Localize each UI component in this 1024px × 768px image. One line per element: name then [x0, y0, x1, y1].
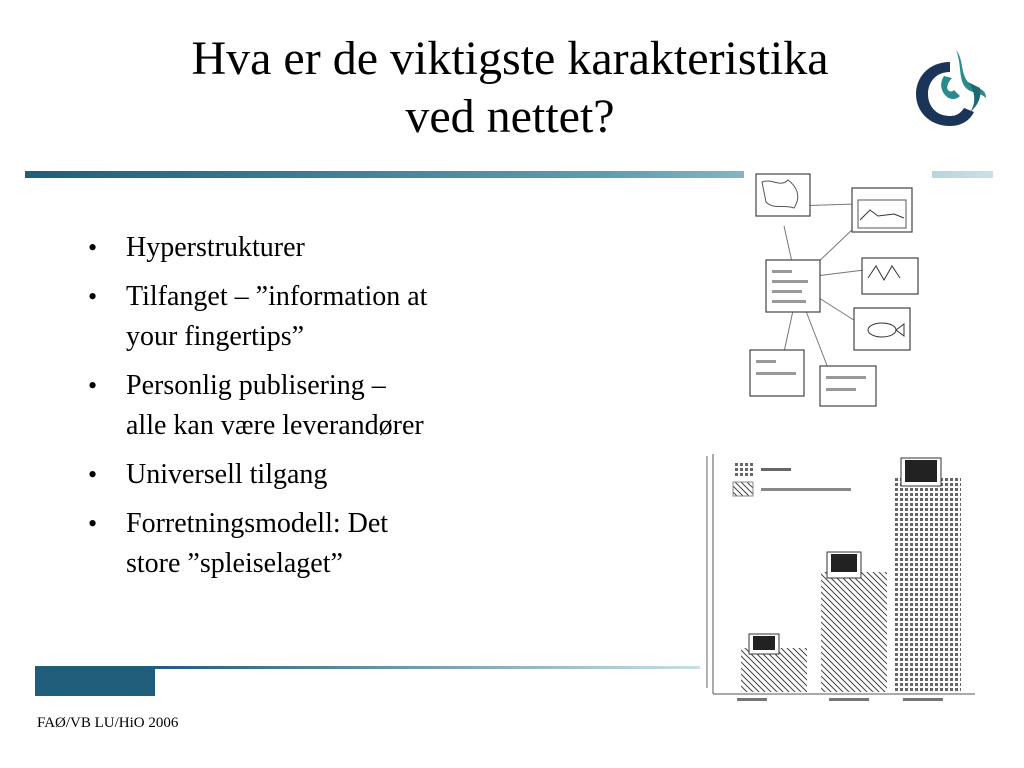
title-line-1: Hva er de viktigste karakteristika	[191, 32, 829, 85]
footer-text: FAØ/VB LU/HiO 2006	[37, 715, 179, 731]
hypertext-network-illustration	[744, 166, 932, 410]
logo-icon	[910, 42, 990, 134]
bullet-item: • Personlig publisering – alle kan være leverandører	[86, 366, 526, 446]
bullet-item: • Forretningsmodell: Det store ”spleiselaget”	[86, 504, 526, 584]
slide-title	[100, 30, 920, 146]
bullet-list	[86, 228, 526, 593]
growth-bar-illustration	[695, 448, 985, 710]
footer-rule	[155, 666, 700, 669]
title-line-2: ved nettet?	[405, 90, 615, 143]
footer-accent-bar	[35, 666, 155, 696]
bullet-item: • Tilfanget – ”information at your fingertips”	[86, 277, 526, 357]
bullet-item: • Hyperstrukturer	[86, 228, 526, 268]
bullet-item: • Universell tilgang	[86, 455, 526, 495]
